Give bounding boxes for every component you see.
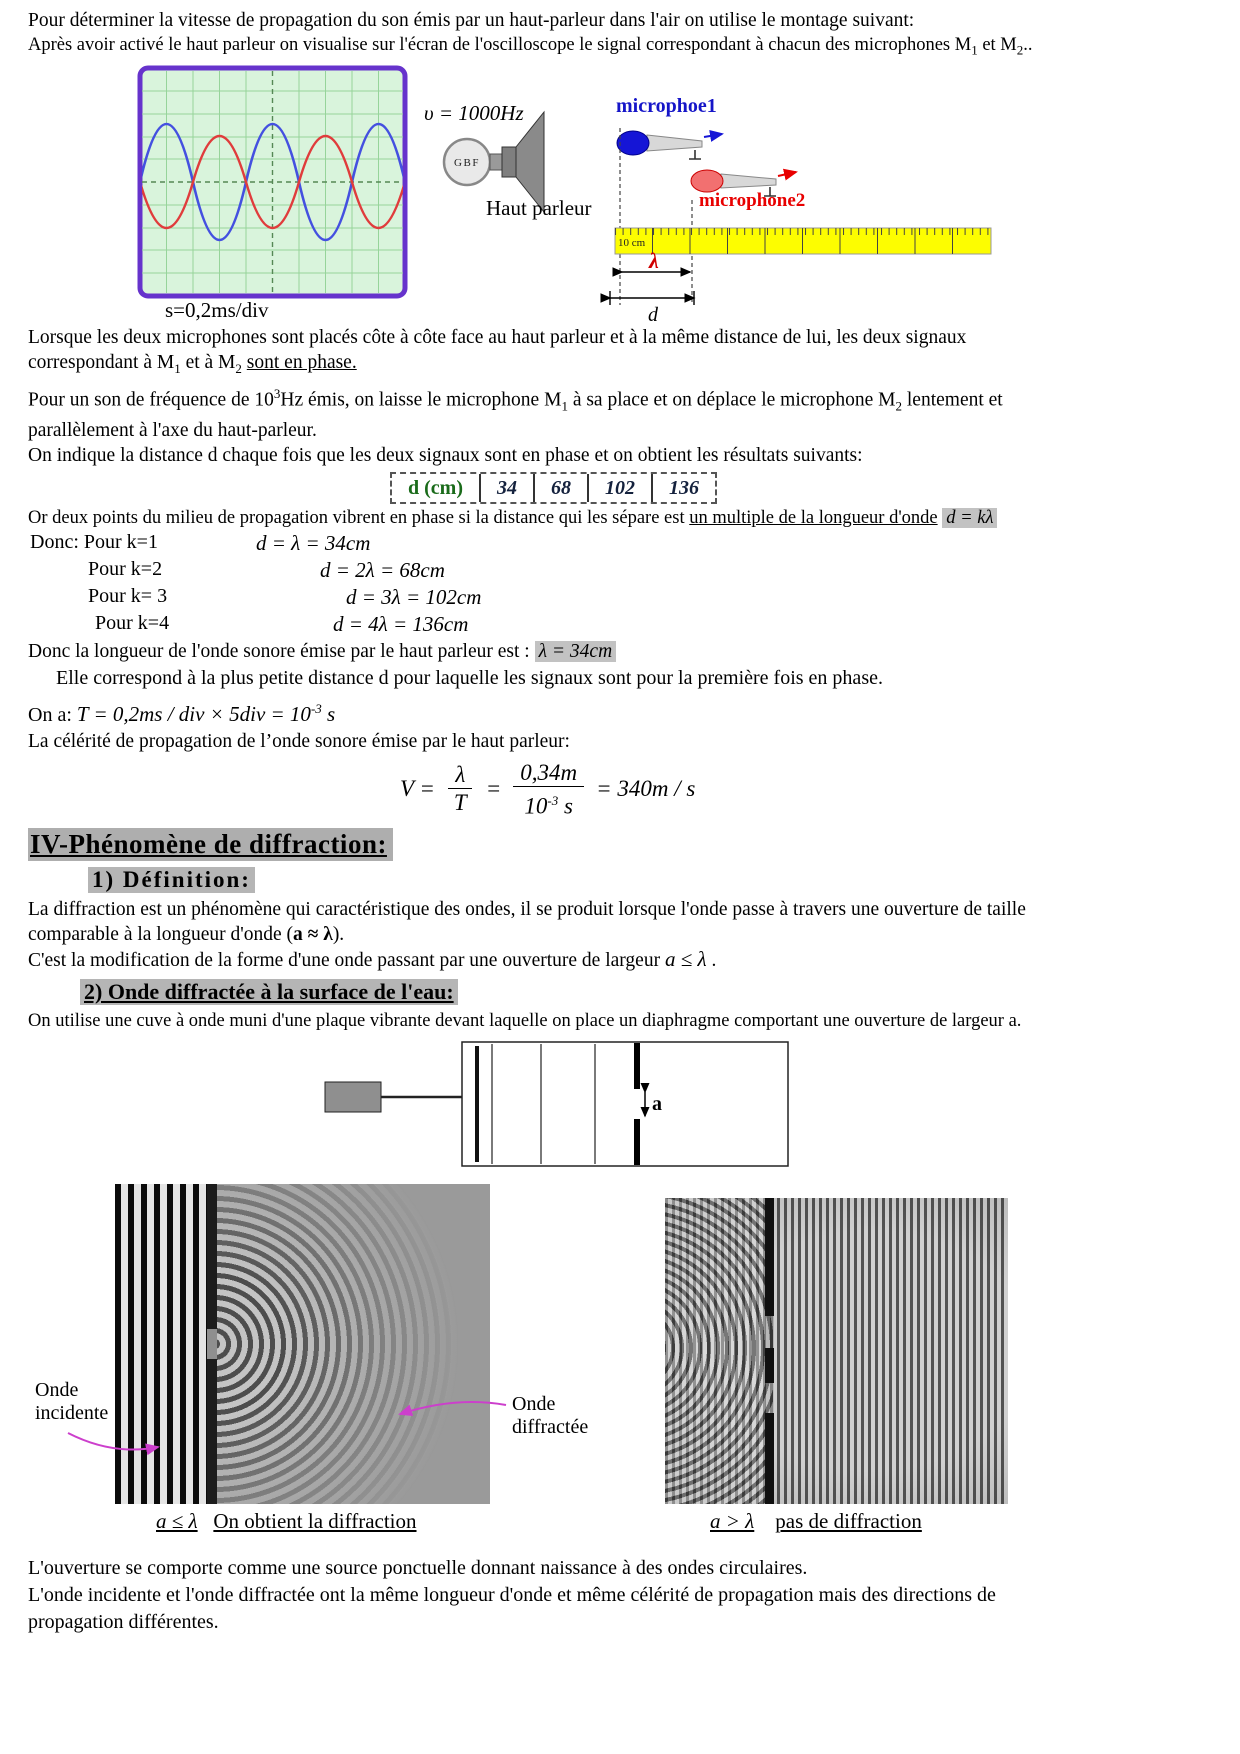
phase-line-3: Pour un son de fréquence de $10^3Hz$ émis, on laisse le microphone $M_1$ à sa place et on déplace le microphone $M_2$ lentement et	[28, 385, 1003, 413]
mic1-label: microphoe1	[616, 94, 717, 117]
period-formula: T = 0,2ms / div × $5div = 10^{-3}$ s	[76, 700, 336, 726]
speed-result: = 340m / s	[596, 775, 696, 801]
ruler	[615, 228, 991, 254]
photos-section	[28, 1181, 1212, 1541]
cuve-line: On utilise une cuve à onde muni d'une plaque vibrante devant laquelle on place un diaphragme comportant une ouverture de largeur a.	[28, 1010, 1022, 1031]
intro-line-2: Après avoir activé le haut parleur on visualise sur l'écran de l'oscilloscope le signal correspondant à chacun des microphones $M_1$ et $M_2$..	[28, 35, 1033, 58]
apparatus-figure	[28, 65, 1212, 325]
speaker-label: Haut parleur	[486, 195, 592, 220]
signal-generator	[424, 101, 592, 220]
definition-line-2: comparable à la longueur d'onde (a ≈ λ).	[28, 923, 345, 945]
speed-formula: V = $\frac{\lambda}{T}$ = $\frac{0,34m}{10^{-3} s}$ = 340m / s	[400, 759, 696, 819]
section-heading-diffraction: IV-Phénomène de diffraction:	[28, 828, 393, 861]
outro-section	[28, 1555, 1212, 1636]
diaphragm-bottom	[634, 1119, 640, 1165]
gbf-connector	[490, 154, 502, 170]
diaphragm-top	[634, 1043, 640, 1089]
wave-tank	[462, 1042, 788, 1166]
barrier-with-slit	[207, 1184, 217, 1504]
wavelength-conclusion: Donc la longueur de l'onde sonore émise par le haut parleur est : λ = 34cm	[28, 639, 1212, 665]
intro-line-1	[28, 8, 1212, 33]
k-row: Donc: Pour k=1 d = λ = 34cm	[30, 530, 371, 555]
a-approx-lambda: a ≈ λ	[293, 923, 333, 945]
table-header-cell: d (cm)	[408, 476, 463, 499]
scope-scale-label: s=0,2ms/div	[165, 297, 269, 322]
no-diffraction-photo	[665, 1198, 1008, 1504]
frequency-label: υ = 1000Hz	[424, 100, 524, 125]
fraction-034-over-10-3: $\frac{0,34m}{10^{-3} s}$	[513, 760, 584, 819]
conclusion-note: Elle correspond à la plus petite distance d pour laquelle les signaux sont pour la première fois en phase.	[56, 666, 883, 689]
oscilloscope	[140, 68, 405, 322]
speed-v: V =	[400, 775, 435, 801]
a-leq-lambda: a ≤ λ	[664, 946, 707, 971]
k-row: Pour k=4 d = 4λ = 136cm	[95, 611, 469, 636]
lambda-label: λ	[649, 247, 659, 273]
speaker-throat-icon	[502, 147, 516, 177]
mic1-arrow-icon	[704, 134, 722, 137]
incident-wave-label: Onde incidente	[35, 1378, 109, 1424]
outro-line-2: L'onde incidente et l'onde diffractée ont la même longueur d'onde et même célérité de propagation mais des directions de	[28, 1583, 996, 1606]
k-row: Pour k= 3 d = 3λ = 102cm	[88, 584, 482, 609]
table-value-cell: 136	[651, 474, 715, 502]
period-line: On a: T = 0,2ms / div × $5div = 10^{-3}$ s	[28, 700, 336, 726]
definition-heading-row	[28, 861, 1212, 897]
phase-line-5: On indique la distance d chaque fois que les deux signaux sont en phase et on obtient les résultats suivants:	[28, 444, 863, 466]
outro-line-3: propagation différentes.	[28, 1610, 219, 1633]
results-table	[390, 472, 717, 504]
source-arcs	[665, 1198, 773, 1504]
phase-line-4: parallèlement à l'axe du haut-parleur.	[28, 419, 317, 441]
d-equals-k-lambda-formula: d = kλ	[942, 508, 997, 528]
gbf-label: GBF	[454, 156, 480, 169]
table-value-cell: 102	[587, 474, 651, 502]
caption-no-diffraction: a > λ pas de diffraction	[710, 1508, 922, 1533]
incident-wave-stripes	[115, 1184, 207, 1504]
k-row: Pour k=2 d = 2λ = 68cm	[88, 557, 445, 582]
microphones	[610, 95, 991, 325]
mic1-stand-icon	[689, 150, 701, 159]
plane-wavefronts	[492, 1044, 595, 1164]
lambda-value-formula: λ = 34cm	[535, 641, 617, 662]
multiple-underlined: un multiple de la longueur d'onde	[689, 507, 938, 528]
d-label: d	[648, 303, 658, 325]
table-value-cell: 34	[479, 474, 533, 502]
ruler-unit-label: 10 cm	[618, 236, 646, 249]
subheading-definition: 1) Définition:	[88, 867, 255, 893]
celerity-line: La célérité de propagation de l’onde sonore émise par le haut parleur:	[28, 730, 570, 752]
intro-text-1: Pour déterminer la vitesse de propagation du son émis par un haut-parleur dans l'air on utilise le montage suivant:	[28, 10, 915, 31]
phase-line-2: correspondant à $M_1$ et à $M_2$ sont en phase.	[28, 351, 357, 376]
vibrator-box	[325, 1082, 381, 1112]
mic2-label: microphone2	[699, 189, 806, 211]
table-value-cell: 68	[533, 474, 587, 502]
outro-line-1: L'ouverture se comporte comme une source ponctuelle donnant naissance à des ondes circulaires.	[28, 1556, 808, 1579]
mic1-icon	[617, 131, 722, 159]
subheading-water-diffraction: 2) Onde diffractée à la surface de l'eau:	[80, 979, 458, 1005]
phase-line-1: Lorsque les deux microphones sont placés côte à côte face au haut parleur et à la même distance de lui, les deux signaux	[28, 326, 967, 348]
en-phase-underlined: sont en phase.	[246, 351, 357, 373]
diffraction-photo	[115, 1184, 490, 1504]
multiple-line: Or deux points du milieu de propagation vibrent en phase si la distance qui les sépare est un multiple de la longueur d'onde d = kλ	[28, 506, 1212, 531]
aperture-label: a	[652, 1092, 662, 1115]
fraction-lambda-over-T: $\frac{\lambda}{T}$	[447, 762, 474, 815]
results-table-wrap	[390, 472, 1212, 504]
caption-diffraction: a ≤ λ On obtient la diffraction	[156, 1508, 417, 1533]
section-heading-row	[28, 822, 1212, 861]
mic2-arrow-icon	[778, 172, 796, 176]
definition-line-3: C'est la modification de la forme d'une onde passant par une ouverture de largeur a ≤ λ .	[28, 946, 717, 971]
wide-slit-barrier	[765, 1198, 774, 1504]
wave-tank-figure	[28, 1038, 1212, 1172]
diffracted-wave-label: Onde diffractée	[512, 1392, 589, 1438]
d-dimension	[610, 291, 694, 325]
definition-line-1: La diffraction est un phénomène qui caractéristique des ondes, il se produit lorsque l'onde passe à travers une ouverture de taille	[28, 898, 1026, 920]
water-heading-row	[28, 973, 1212, 1009]
